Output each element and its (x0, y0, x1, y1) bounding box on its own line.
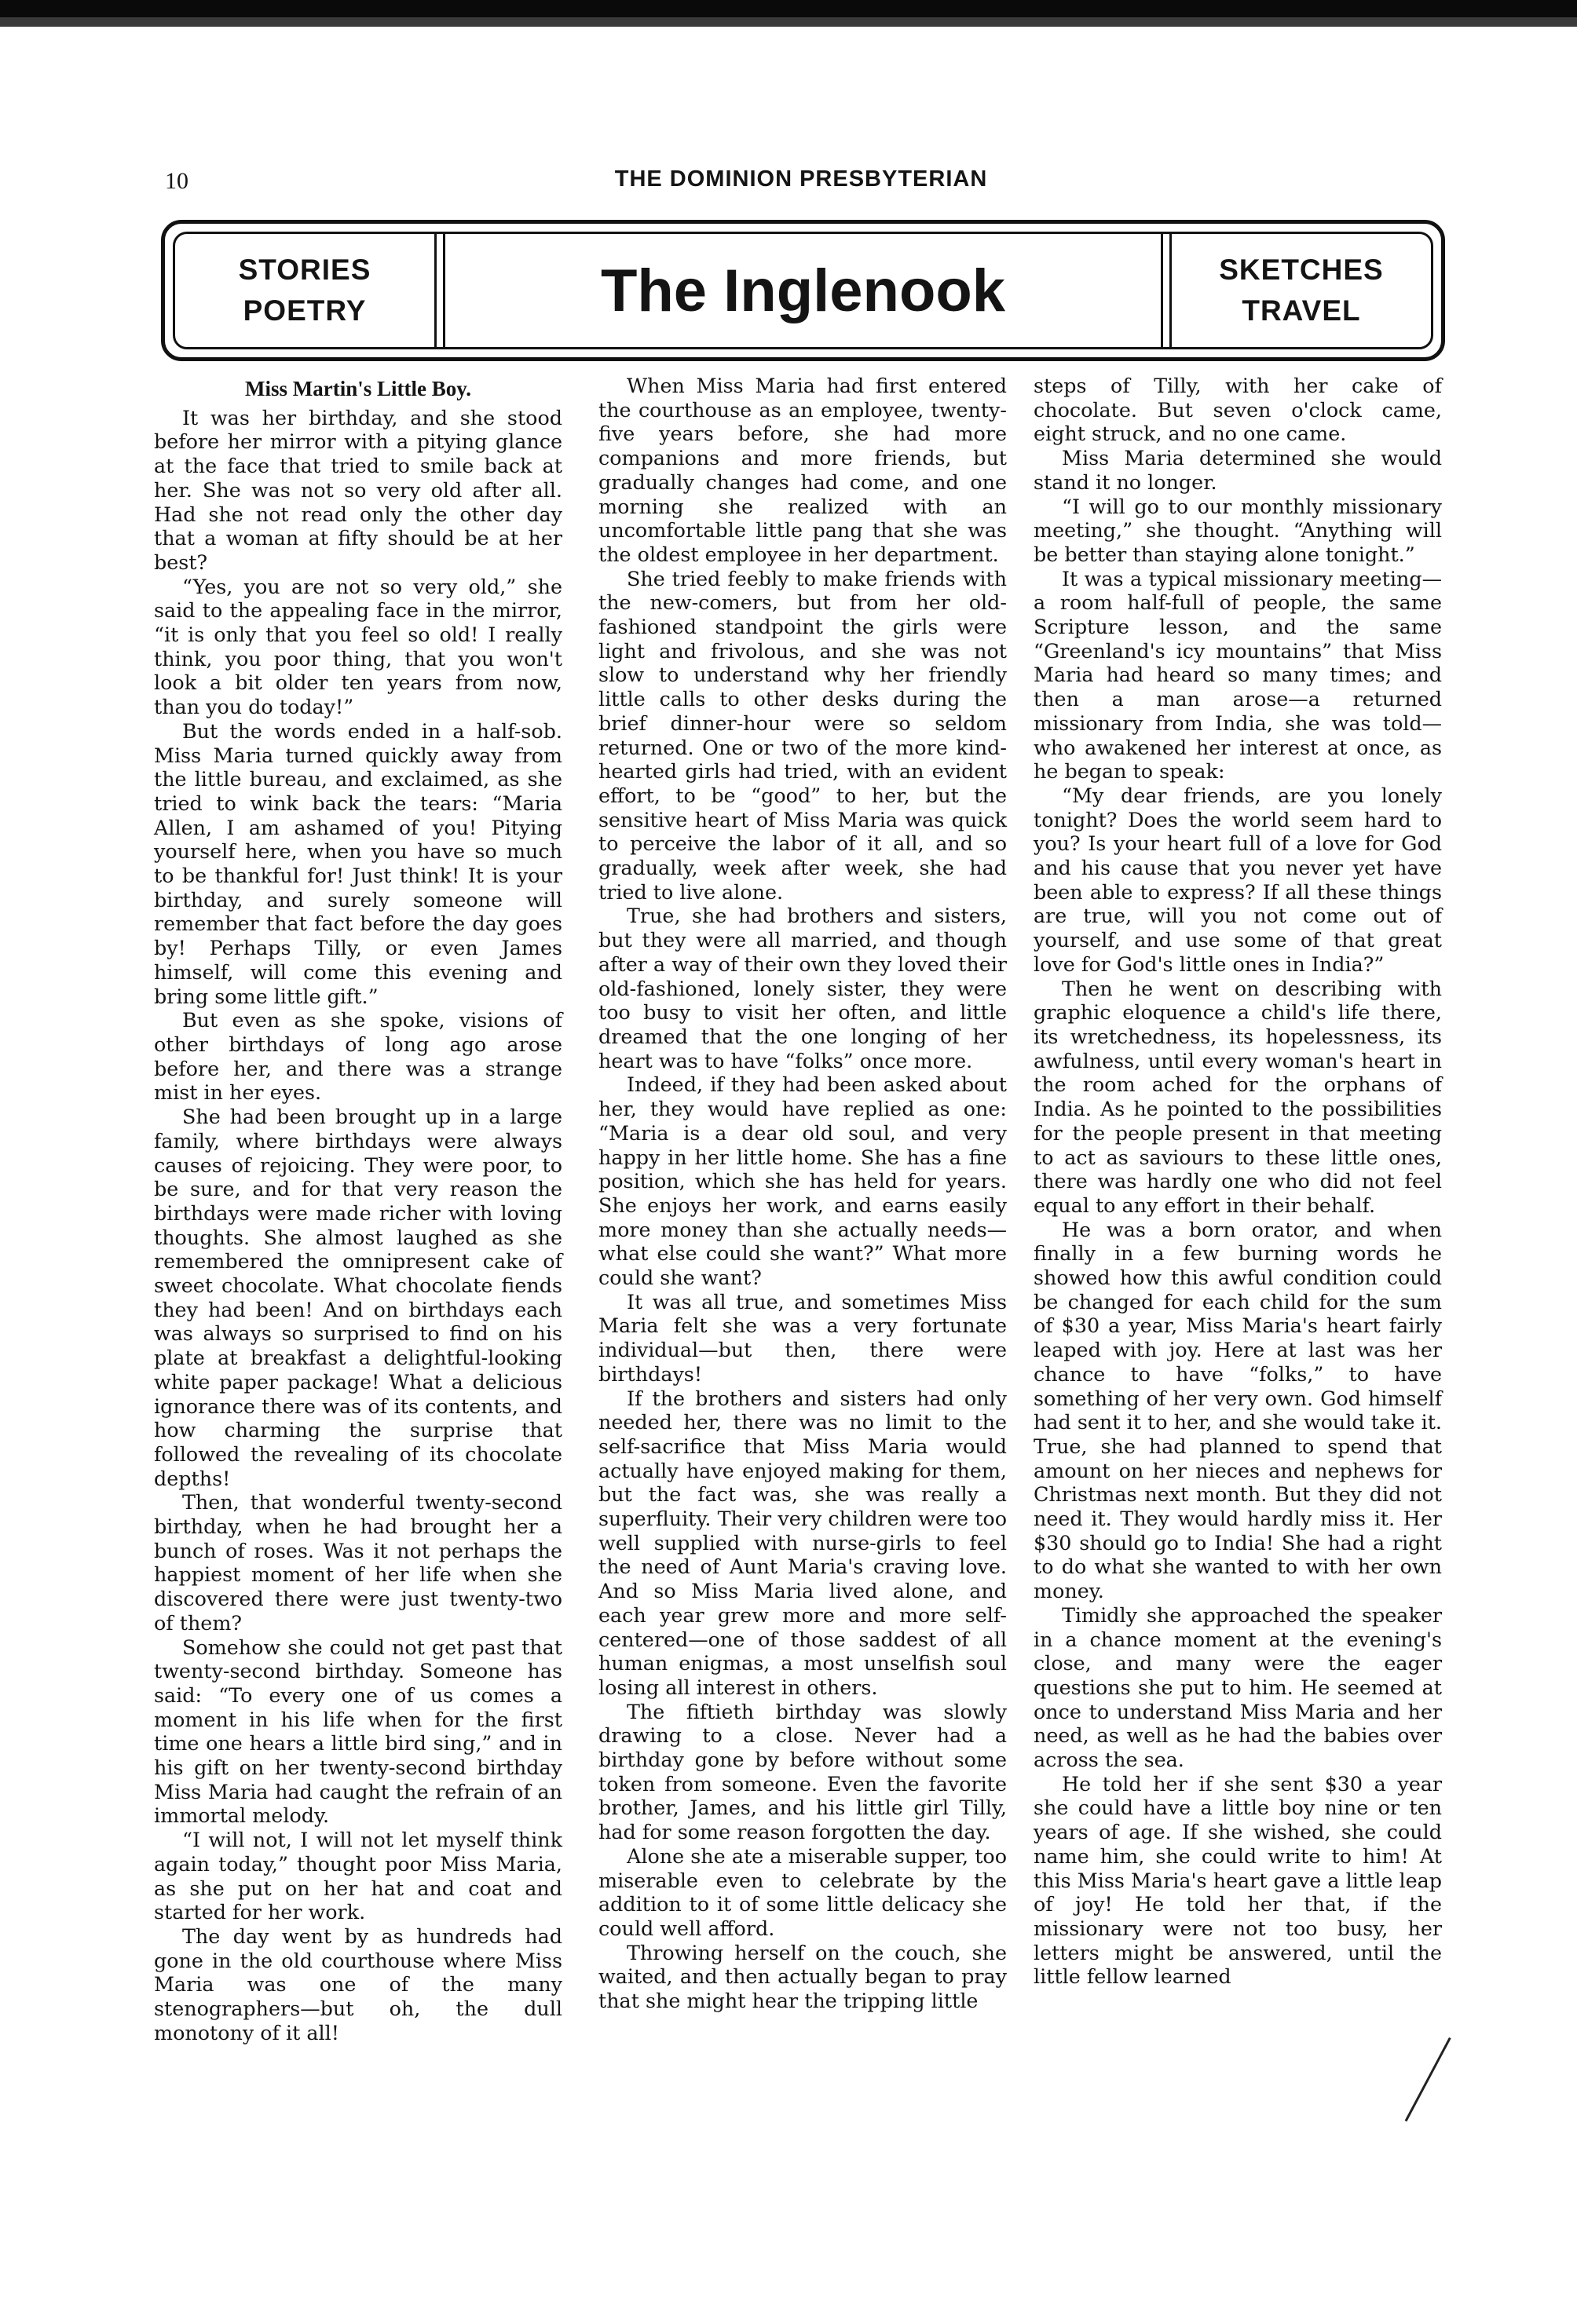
article-column-1 (154, 374, 562, 2045)
paragraph: The day went by as hundreds had gone in the old courthouse where Miss Maria was one of the many stenographers—but oh, the dull monotony of it all! (154, 1924, 562, 2044)
masthead-left-line1: STORIES (238, 254, 371, 286)
paragraph: He told her if she sent $30 a year she could have a little boy nine or ten years of age. If she wished, she could name him, she could write to him! At this Miss Maria's heart gave a little leap of joy! He told her that, if the missionary were not too busy, her letters might be answered, until the little fellow learned (1034, 1771, 1443, 1989)
paragraph: But the words ended in a half-sob. Miss Maria turned quickly away from the little bureau, and exclaimed, as she tried to wink back the tears: “Maria Allen, I am ashamed of you! Pitying yourself here, when you have so much to be thankful for! Just think! It is your birthday, and surely someone will remember that fact before the day goes by! Perhaps Tilly, or even James himself, will come this evening and bring some little gift.” (154, 718, 562, 1008)
masthead-right-box (1169, 234, 1431, 347)
paragraph: Throwing herself on the couch, she waited, and then actually began to pray that she might hear the tripping little (598, 1940, 1007, 2013)
paragraph: Then, that wonderful twenty-second birthday, when he had brought her a bunch of roses. Was it not perhaps the happiest moment of her life when she discovered there were just twenty-two of them? (154, 1490, 562, 1635)
paragraph: When Miss Maria had first entered the courthouse as an employee, twenty-five years before, she had more companions and more friends, but gradually changes had come, and one morning she realized with an uncomfortable little pang that she was the oldest employee in her department. (598, 374, 1007, 566)
paragraph: She had been brought up in a large family, where birthdays were always causes of rejoicing. They were poor, to be sure, and for that very reason the birthdays were made richer with loving thoughts. She almost laughed as she remembered the omnipresent cake of sweet chocolate. What chocolate fiends they had been! And on birthdays each was always so surprised to find on his plate at breakfast a delightful-looking white paper package! What a delicious ignorance there was of its contents, and how charming the surprise that followed the revealing of its chocolate depths! (154, 1105, 562, 1490)
masthead-left-box (175, 234, 437, 347)
masthead-left-line2: POETRY (243, 294, 367, 327)
masthead-right-line1: SKETCHES (1219, 254, 1384, 286)
publication-title: THE DOMINION PRESBYTERIAN (614, 166, 988, 192)
scan-scratch-mark (1405, 2037, 1451, 2121)
paragraph: If the brothers and sisters had only needed her, there was no limit to the self-sacrifice that Miss Maria would actually have enjoyed making for them, but the fact was, she was really a superfluity. Their very children were too well supplied with nurse-girls to feel the need of Aunt Maria's craving love. And so Miss Maria lived alone, and each year grew more and more self-centered—one of those saddest of all human enigmas, a most unselfish soul losing all interest in others. (598, 1386, 1007, 1699)
paragraph: It was her birthday, and she stood before her mirror with a pitying glance at the face that tried to smile back at her. She was not so very old after all. Had she not read only the other day that a woman at fifty should be at her best? (154, 405, 562, 574)
paragraph: Alone she ate a miserable supper, too miserable even to celebrate by the addition to it of some little delicacy she could well afford. (598, 1843, 1007, 1940)
paragraph: “Yes, you are not so very old,” she said to the appealing face in the mirror, “it is only that you feel so old! I really think, you poor thing, that you won't look a bit older ten years from now, than you do today!” (154, 574, 562, 719)
paragraph: The fiftieth birthday was slowly drawing to a close. Never had a birthday gone by before without some token from someone. Even the favorite brother, James, and his little girl Tilly, had for some reason forgotten the day. (598, 1699, 1007, 1844)
section-title: The Inglenook (600, 257, 1006, 324)
page-number: 10 (165, 168, 188, 194)
paragraph: But even as she spoke, visions of other birthdays of long ago arose before her, and there was a strange mist in her eyes. (154, 1008, 562, 1105)
paragraph: He was a born orator, and when finally in a few burning words he showed how this awful condition could be changed for each child for the sum of $30 a year, Miss Maria's heart fairly leaped with joy. Here at last was her chance to have “folks,” to have something of her very own. God himself had sent it to her, and she would take it. True, she had planned to spend that amount on her nieces and nephews for Christmas next month. But they did not need it. They would hardly miss it. Her $30 should go to India! She had a right to do what she wanted to with her own money. (1034, 1217, 1442, 1603)
section-masthead (161, 220, 1445, 361)
paragraph: Miss Maria determined she would stand it no longer. (1034, 446, 1442, 494)
paragraph: It was all true, and sometimes Miss Maria felt she was a very fortunate individual—but then, there were birthdays! (598, 1289, 1007, 1386)
paragraph: She tried feebly to make friends with the new-comers, but from her old-fashioned standpoint the girls were light and frivolous, and she was not slow to understand why her friendly little calls to other desks during the brief dinner-hour were so seldom returned. One or two of the more kind-hearted girls had tried, with an evident effort, to be “good” to her, but the sensitive heart of Miss Maria was quick to perceive the labor of it all, and so gradually, week after week, she had tried to live alone. (598, 566, 1007, 904)
paragraph: “I will not, I will not let myself think again today,” thought poor Miss Maria, as she put on her hat and coat and started for her work. (154, 1828, 562, 1924)
masthead-right-line2: TRAVEL (1242, 294, 1361, 327)
paragraph: It was a typical missionary meeting—a room half-full of people, the same Scripture lesson, and the same “Greenland's icy mountains” that Miss Maria had heard so many times; and then a man arose—a returned missionary from India, she was told—who awakened her interest at once, as he began to speak: (1034, 566, 1442, 784)
story-title: Miss Martin's Little Boy. (245, 377, 471, 400)
paragraph: Then he went on describing with graphic eloquence a child's life there, its wretchedness, its hopelessness, its awfulness, until every woman's heart in the room ached for the orphans of India. As he pointed to the possibilities for the people present in that meeting to act as saviours to these little ones, there was hardly one who did not feel equal to any effort in their behalf. (1034, 976, 1442, 1217)
paragraph: True, she had brothers and sisters, but they were all married, and though after a way of their own they loved their old-fashioned, lonely sister, they were too busy to visit her often, and little dreamed that the one longing of her heart was to have “folks” once more. (598, 904, 1007, 1072)
paragraph: steps of Tilly, with her cake of chocolate. But seven o'clock came, eight struck, and no one came. (1034, 374, 1442, 446)
paragraph: Indeed, if they had been asked about her, they would have replied as one: “Maria is a dear old soul, and very happy in her little home. She has a fine position, which she has held for years. She enjoys her work, and earns easily more money than she actually needs—what else could she want?” What more could she want? (598, 1072, 1007, 1290)
scan-border (0, 0, 1577, 17)
masthead-frame (173, 232, 1433, 349)
scan-border-shadow (0, 17, 1577, 27)
paragraph: Timidly she approached the speaker in a chance moment at the evening's close, and many were the eager questions she put to him. He seemed at once to understand Miss Maria and her need, as well as he had the babies over across the sea. (1034, 1602, 1442, 1772)
article-column-2 (598, 374, 1007, 2013)
paragraph: “I will go to our monthly missionary meeting,” she thought. “Anything will be better than staying alone tonight.” (1034, 494, 1442, 566)
paragraph: Somehow she could not get past that twenty-second birthday. Someone has said: “To every one of us comes a moment in his life when for the first time one hears a little bird sing,” and in his gift on her twenty-second birthday Miss Maria had caught the refrain of an immortal melody. (154, 1635, 562, 1828)
article-column-3 (1034, 374, 1442, 1989)
paragraph: “My dear friends, are you lonely tonight? Does the world seem hard to you? Is your heart full of a love for God and his cause that you never yet have been able to express? If all these things are true, will you not come out of yourself, and use some of that great love for God's little ones in India?” (1034, 783, 1442, 976)
